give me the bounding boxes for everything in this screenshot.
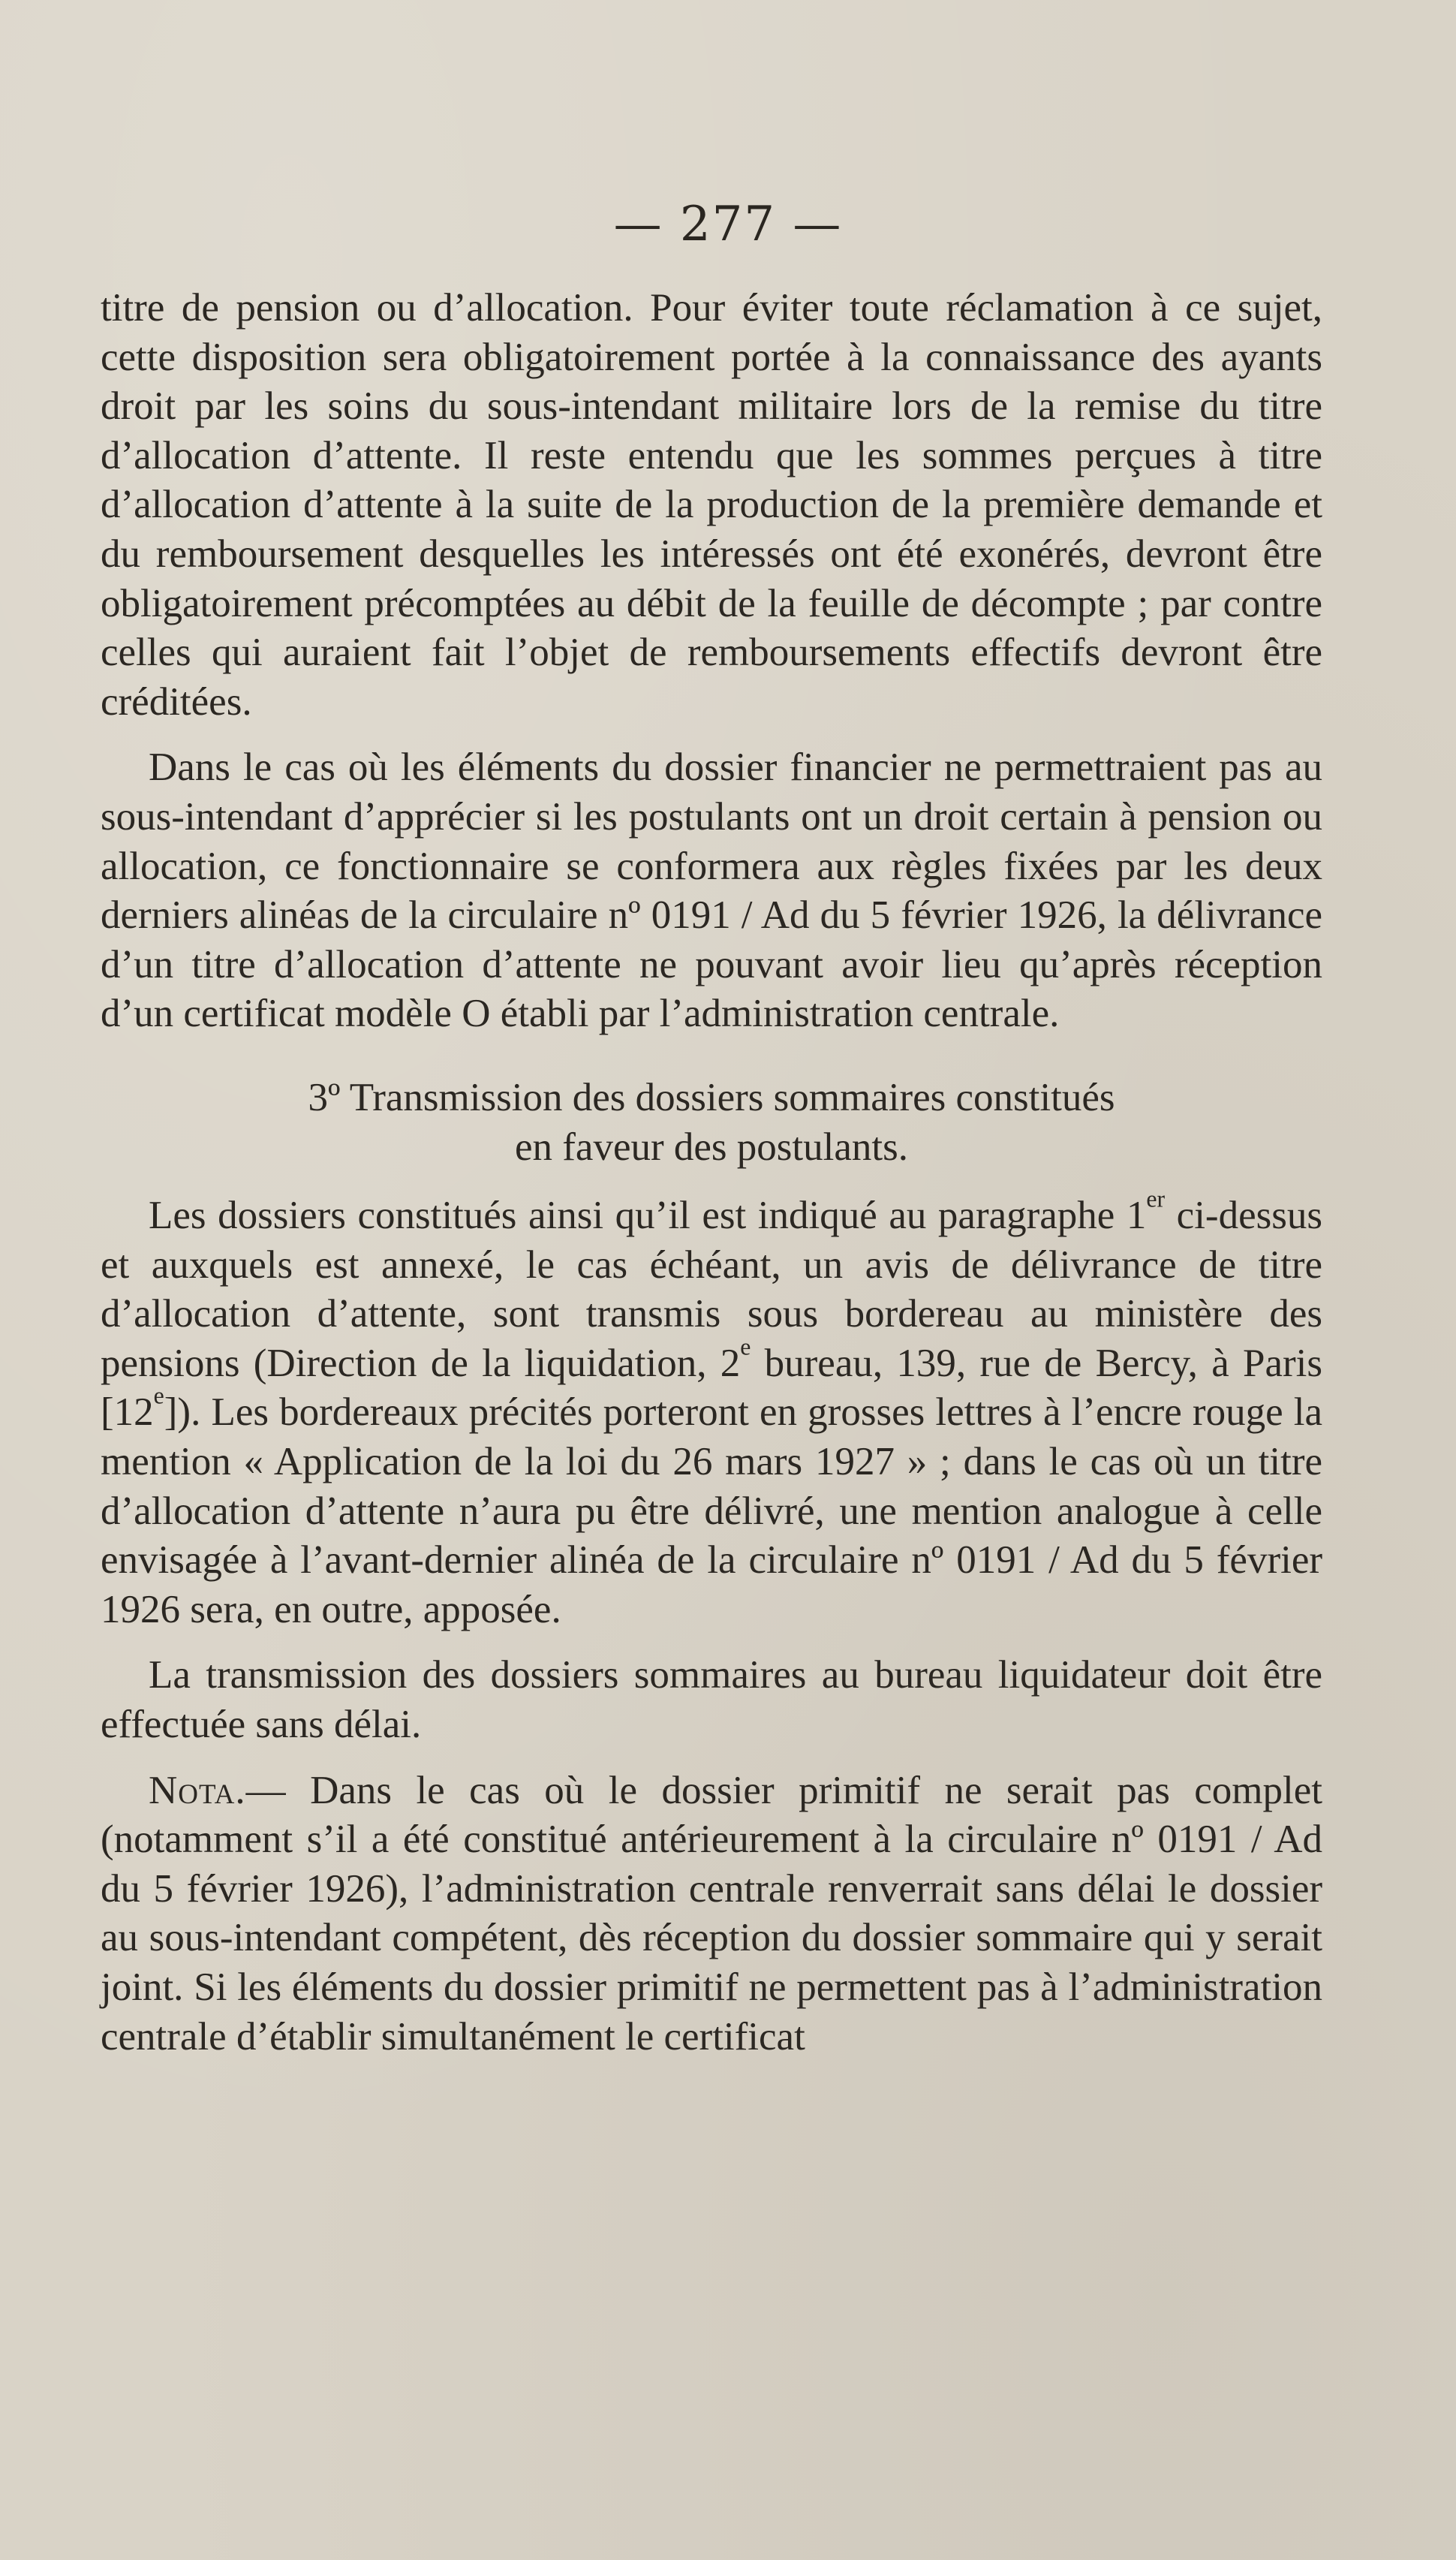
paragraph-nota: [101, 1766, 1322, 2062]
body-text: [101, 284, 1322, 2078]
section-heading-line-1: 3º Transmission des dossiers sommaires constitués: [308, 1075, 1115, 1119]
nota-text: — Dans le cas où le dossier primitif ne serait pas complet (notamment s’il a été constitué antérieurement à la circulaire nº 0191 / Ad du 5 février 1926), l’administration centrale renverrait sans délai le dossier au sous-intendant compétent, dès réception du dossier sommaire qui y serait joint. Si les éléments du dossier primitif ne permettent pas à l’administration centrale d’établir simultanément le certificat: [101, 1768, 1322, 2059]
page-number: — 277 —: [613, 197, 843, 252]
paragraph-transmission-part-c: bureau, 139, rue de Bercy, à Paris [12: [101, 1341, 1322, 1435]
paragraph-transmission-part-a: Les dossiers constitués ainsi qu’il est indiqué au paragraphe 1: [149, 1194, 1147, 1238]
section-heading: [101, 1074, 1322, 1172]
paragraph-continuation: titre de pension ou d’allocation. Pour éviter toute réclamation à ce sujet, cette disposition sera obligatoirement portée à la connaissance des ayants droit par les soins du sous-intendant militaire lors de la remise du titre d’allocation d’attente. Il reste entendu que les sommes perçues à titre d’allocation d’attente à la suite de la production de la première demande et du remboursement desquelles les intéressés ont été exonérés, devront être obligatoirement précomptées au débit de la feuille de décompte ; par contre celles qui auraient fait l’objet de remboursements effectifs devront être créditées.: [101, 286, 1322, 724]
ordinal-superscript: e: [153, 1382, 164, 1409]
paragraph-financial-file: Dans le cas où les éléments du dossier financier ne permettraient pas au sous-intendant d’apprécier si les postulants ont un droit certain à pension ou allocation, ce fonctionnaire se conformera aux règles fixées par les deux derniers alinéas de la circulaire nº 0191 / Ad du 5 février 1926, la délivrance d’un titre d’allocation d’attente ne pouvant avoir lieu qu’après réception d’un certificat modèle O établi par l’administration centrale.: [101, 745, 1322, 1036]
ordinal-superscript: er: [1146, 1185, 1166, 1212]
paragraph-transmission: [101, 1185, 1322, 1634]
paragraph-transmission-part-b: ci-dessus et auxquels est annexé, le cas échéant, un avis de délivrance de titre d’allocation d’attente, sont transmis sous bordereau au ministère des pensions (Direction de la liquidation, 2: [101, 1194, 1322, 1385]
section-heading-line-2: en faveur des postulants.: [515, 1125, 908, 1169]
paragraph-transmission-part-d: ]). Les bordereaux précités porteront en grosses lettres à l’encre rouge la mention « Application de la loi du 26 mars 1927 » ; dans le cas où un titre d’allocation d’attente n’aura pu être délivré, une mention analogue à celle envisagée à l’avant-dernier alinéa de la circulaire nº 0191 / Ad du 5 février 1926 sera, en outre, apposée.: [101, 1390, 1322, 1631]
paragraph-delay: La transmission des dossiers sommaires au bureau liquidateur doit être effectuée sans délai.: [101, 1653, 1322, 1747]
ordinal-superscript: e: [740, 1333, 751, 1360]
nota-label: Nota.: [149, 1768, 246, 1812]
